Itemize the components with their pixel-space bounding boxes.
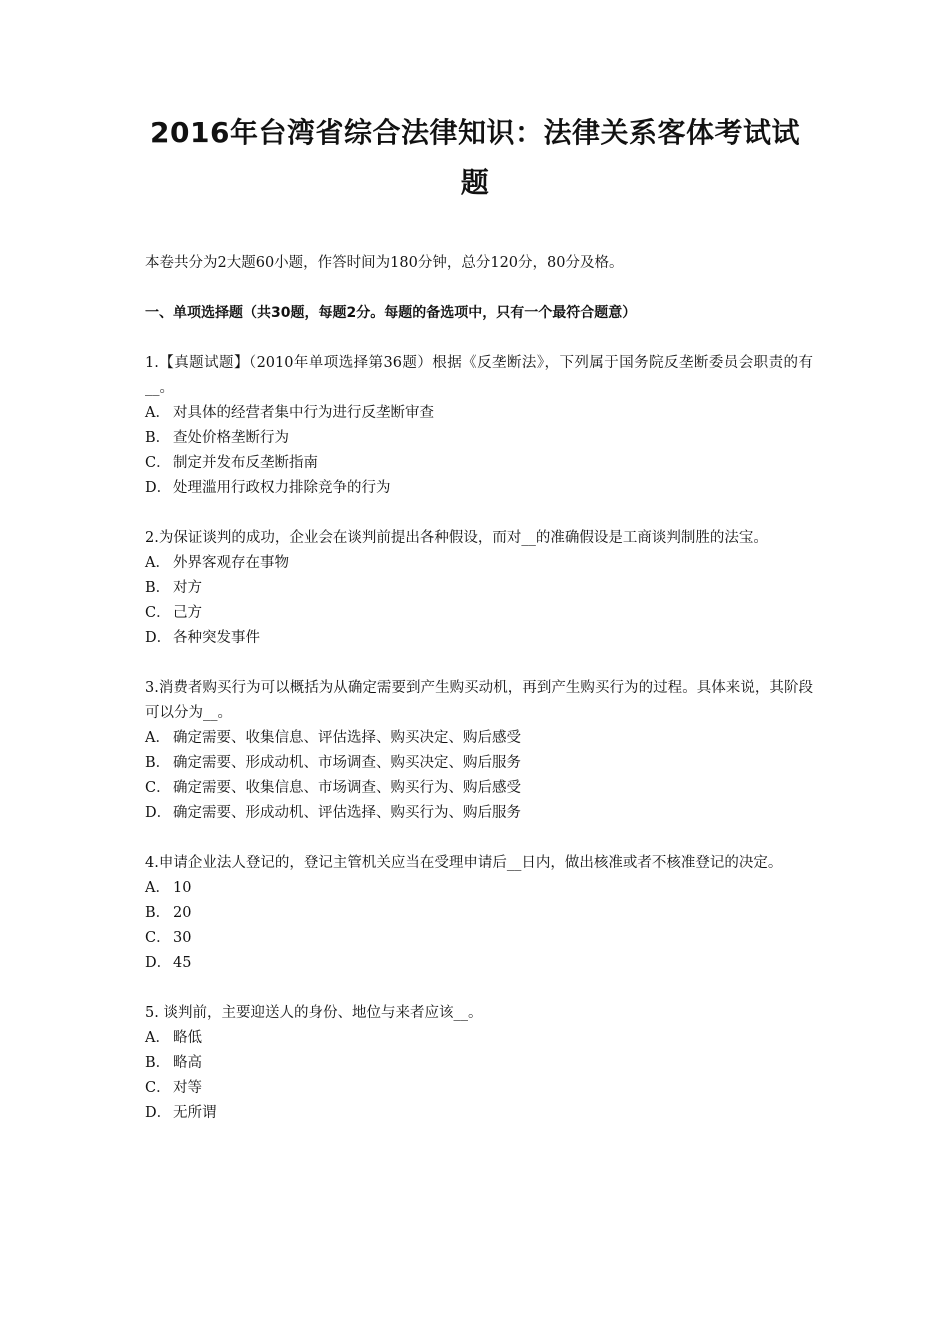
option-text: 30 [173,930,192,946]
answer-option [145,626,813,651]
question-stem: 5. 谈判前，主要迎送人的身份、地位与来者应该__。 [145,1005,483,1021]
option-text: 外界客观存在事物 [173,555,289,571]
option-text: 确定需要、收集信息、评估选择、购买决定、购后感受 [173,730,521,746]
option-letter: B． [145,755,171,771]
option-letter: D． [145,955,172,971]
answer-option [145,751,813,776]
option-letter: D． [145,630,172,646]
option-letter: C． [145,605,171,621]
document-body [145,251,813,1126]
option-text: 无所谓 [173,1105,217,1121]
option-letter: B． [145,1055,171,1071]
option-letter: A． [145,405,170,421]
answer-option [145,876,813,901]
option-text: 己方 [173,605,202,621]
option-letter: D． [145,1105,172,1121]
option-text: 略低 [173,1030,202,1046]
answer-option [145,476,813,501]
section-heading: 一、单项选择题（共30题，每题2分。每题的备选项中，只有一个最符合题意） [145,305,637,321]
option-text: 对等 [173,1080,202,1096]
answer-option [145,1076,813,1101]
option-text: 处理滥用行政权力排除竞争的行为 [173,480,391,496]
option-text: 略高 [173,1055,202,1071]
title-line-2: 题 [460,166,490,199]
answer-option [145,726,813,751]
answer-option [145,601,813,626]
option-letter: A． [145,730,170,746]
answer-option [145,551,813,576]
answer-option [145,1101,813,1126]
question-stem: 2.为保证谈判的成功，企业会在谈判前提出各种假设，而对__的准确假设是工商谈判制胜的法宝。 [145,530,768,546]
option-letter: A． [145,555,170,571]
option-text: 对方 [173,580,202,596]
answer-option [145,951,813,976]
option-letter: D． [145,480,172,496]
question-stem: 1.【真题试题】（2010年单项选择第36题）根据《反垄断法》，下列属于国务院反垄断委员会职责的有__。 [145,355,813,396]
answer-option [145,901,813,926]
option-letter: B． [145,430,171,446]
title-line-1: 2016年台湾省综合法律知识：法律关系客体考试试 [150,116,800,149]
answer-option [145,451,813,476]
question-5 [145,1001,813,1126]
option-text: 确定需要、形成动机、评估选择、购买行为、购后服务 [173,805,521,821]
option-letter: D． [145,805,172,821]
answer-option [145,776,813,801]
answer-option [145,1026,813,1051]
option-text: 45 [173,955,192,971]
option-letter: B． [145,905,171,921]
answer-option [145,576,813,601]
question-1 [145,351,813,501]
option-letter: C． [145,780,171,796]
option-text: 制定并发布反垄断指南 [173,455,318,471]
option-text: 各种突发事件 [173,630,260,646]
option-letter: C． [145,930,171,946]
option-letter: A． [145,1030,170,1046]
answer-option [145,426,813,451]
answer-option [145,401,813,426]
answer-option [145,926,813,951]
option-letter: C． [145,455,171,471]
option-letter: B． [145,580,171,596]
option-text: 20 [173,905,192,921]
question-2 [145,526,813,651]
answer-option [145,801,813,826]
option-letter: A． [145,880,170,896]
question-list [145,351,813,1126]
question-4 [145,851,813,976]
option-text: 10 [173,880,192,896]
option-text: 确定需要、收集信息、市场调查、购买行为、购后感受 [173,780,521,796]
option-text: 对具体的经营者集中行为进行反垄断审查 [173,405,434,421]
question-stem: 4.申请企业法人登记的，登记主管机关应当在受理申请后__日内，做出核准或者不核准登记的决定。 [145,855,783,871]
answer-option [145,1051,813,1076]
exam-intro: 本卷共分为2大题60小题，作答时间为180分钟，总分120分，80分及格。 [145,255,624,271]
option-letter: C． [145,1080,171,1096]
option-text: 查处价格垄断行为 [173,430,289,446]
document-title [130,108,820,208]
question-3 [145,676,813,826]
question-stem: 3.消费者购买行为可以概括为从确定需要到产生购买动机，再到产生购买行为的过程。具体来说，其阶段可以分为__。 [145,680,813,721]
option-text: 确定需要、形成动机、市场调查、购买决定、购后服务 [173,755,521,771]
